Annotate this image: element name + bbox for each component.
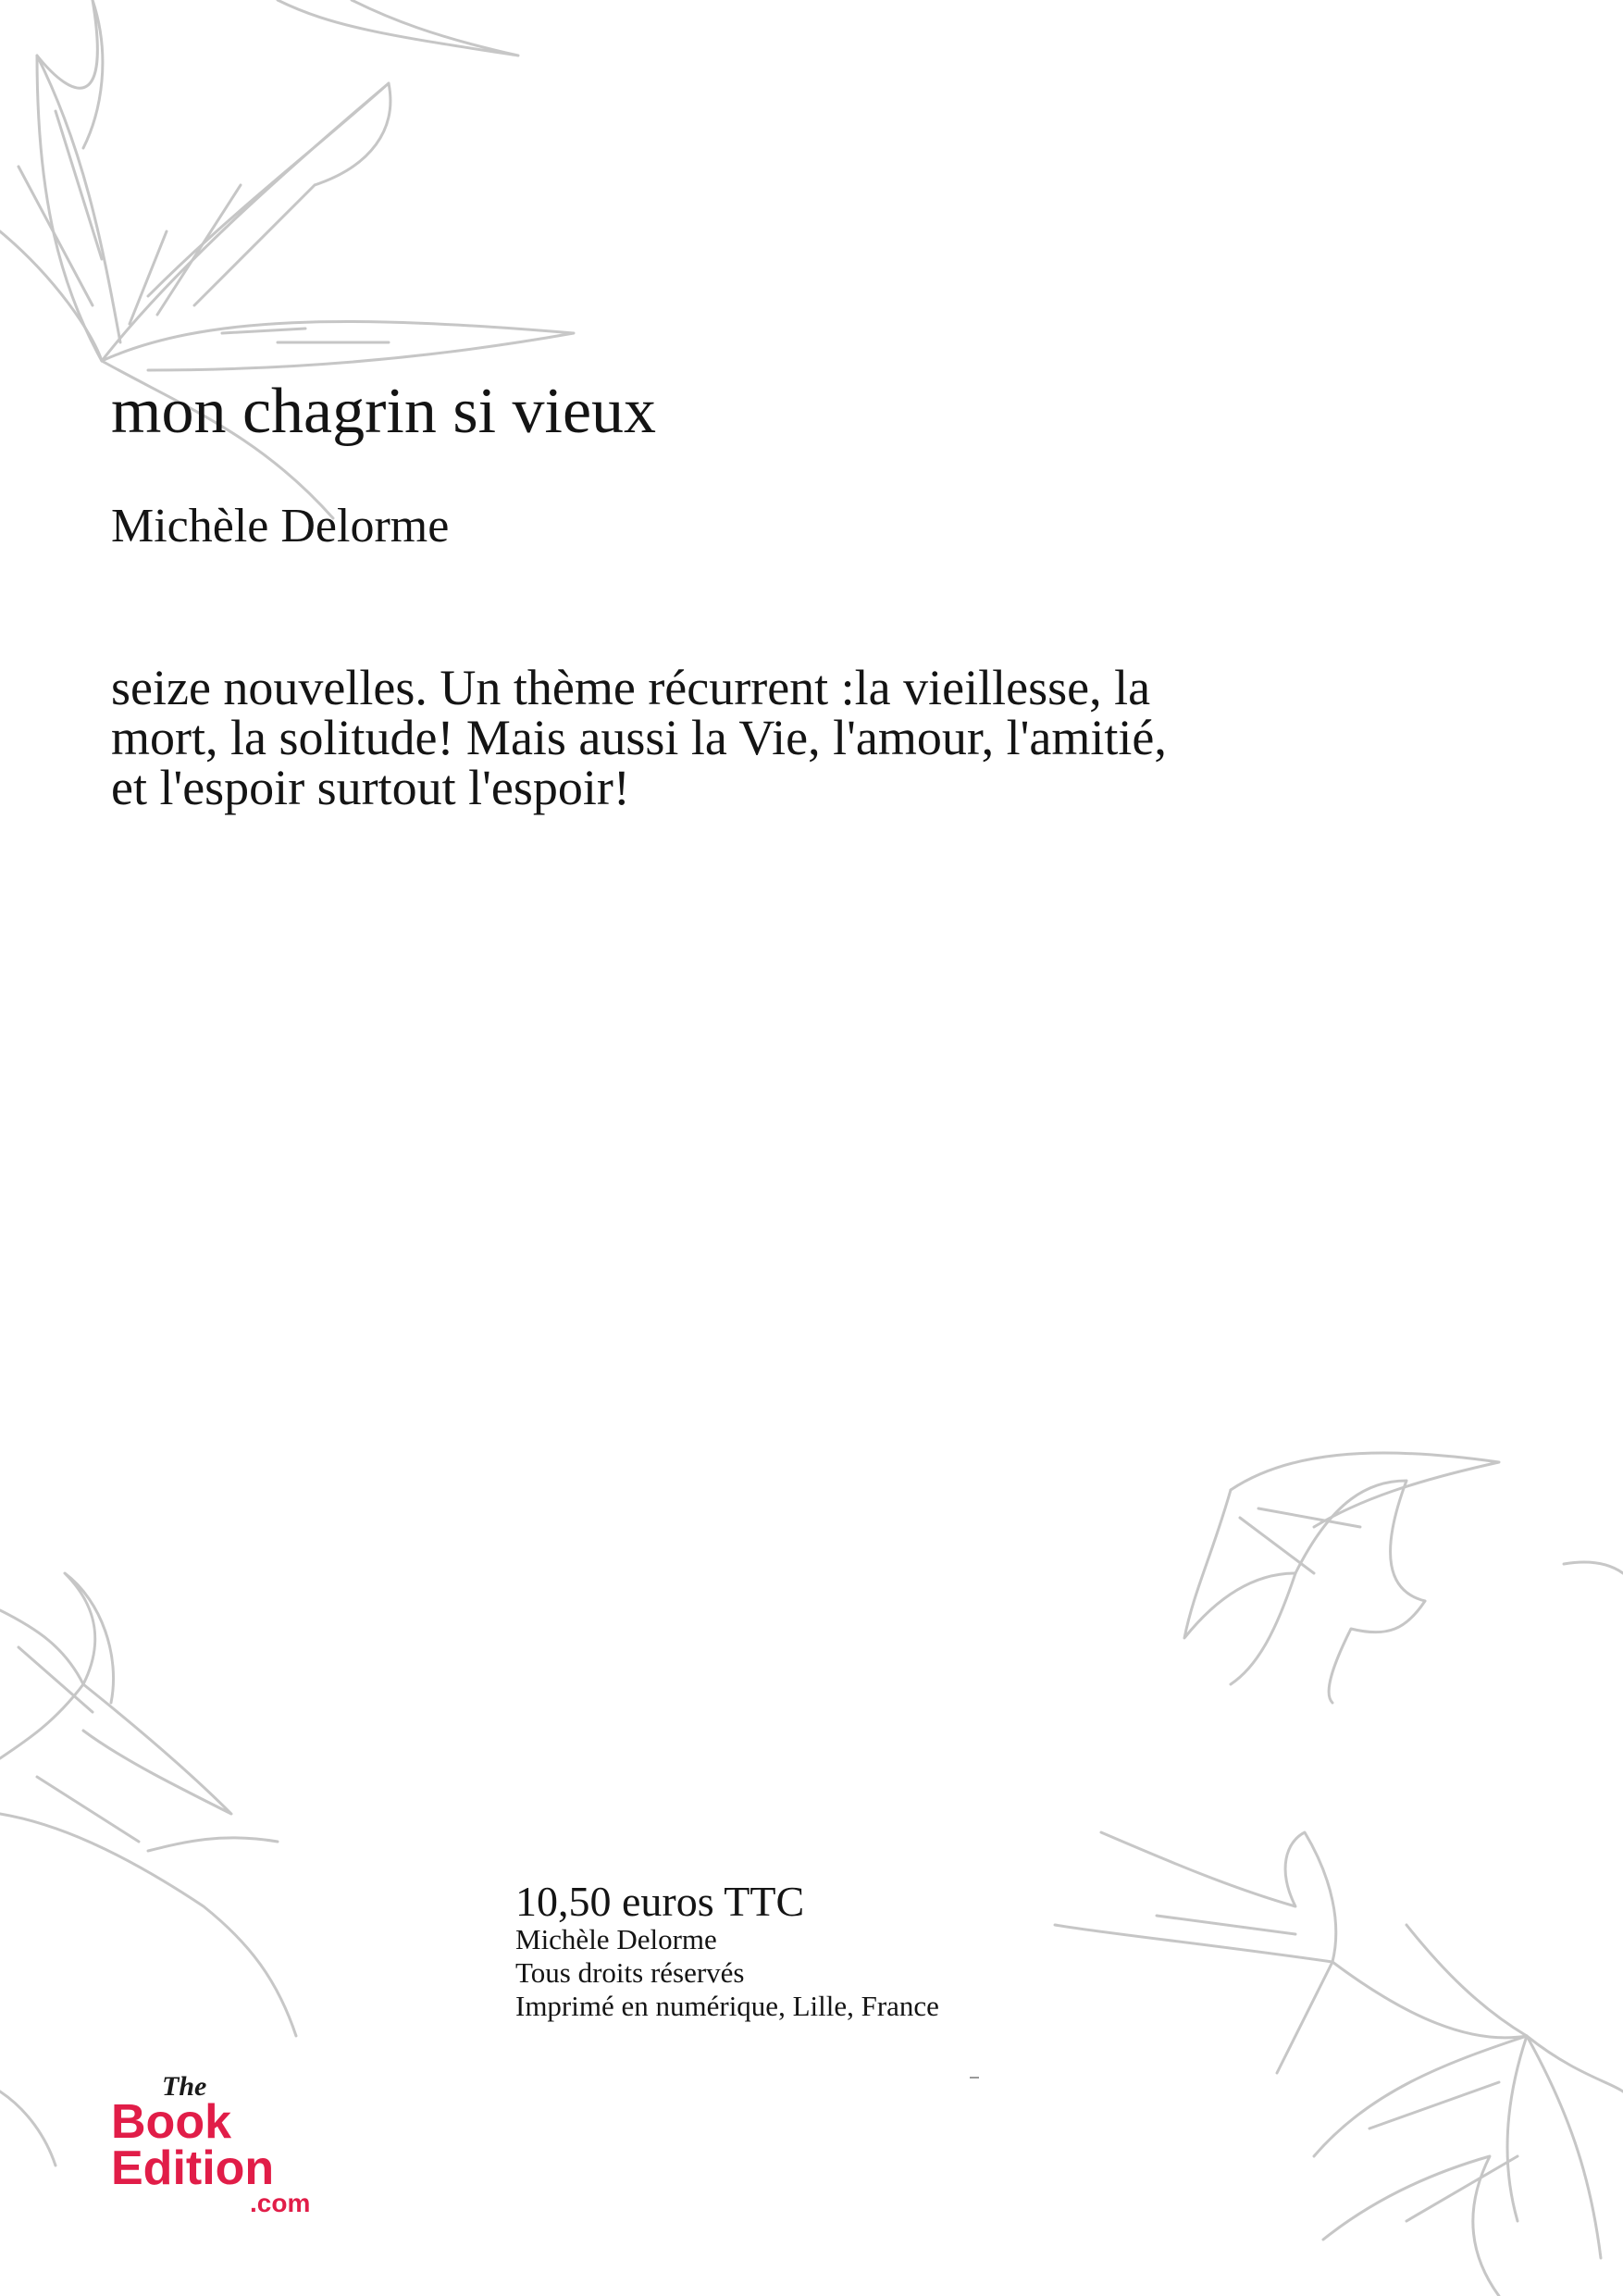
leaf-bottom-right-icon	[1055, 1832, 1623, 2296]
leaf-right-middle-icon	[1184, 1453, 1623, 1703]
colophon	[515, 1880, 939, 2023]
rights-notice: Tous droits réservés	[515, 1956, 745, 1989]
logo-book: Book	[111, 2095, 231, 2149]
logo-edition: Edition	[111, 2141, 275, 2195]
book-blurb: seize nouvelles. Un thème récurrent :la vieillesse, la mort, la solitude! Mais aussi la Vie, l'amour, l'amitié, et l'espoir surtout l'espoir!	[111, 660, 1167, 815]
logo-dotcom: .com	[250, 2189, 311, 2217]
book-author: Michèle Delorme	[111, 500, 450, 552]
printing-notice: Imprimé en numérique, Lille, France	[515, 1990, 939, 2022]
colophon-author: Michèle Delorme	[515, 1923, 717, 1955]
price-label: 10,50 euros TTC	[515, 1878, 805, 1925]
divider-dash	[970, 2077, 979, 2079]
logo-the: The	[162, 2071, 207, 2102]
book-title: mon chagrin si vieux	[111, 376, 657, 447]
thebookedition-logo-icon	[111, 2069, 333, 2217]
